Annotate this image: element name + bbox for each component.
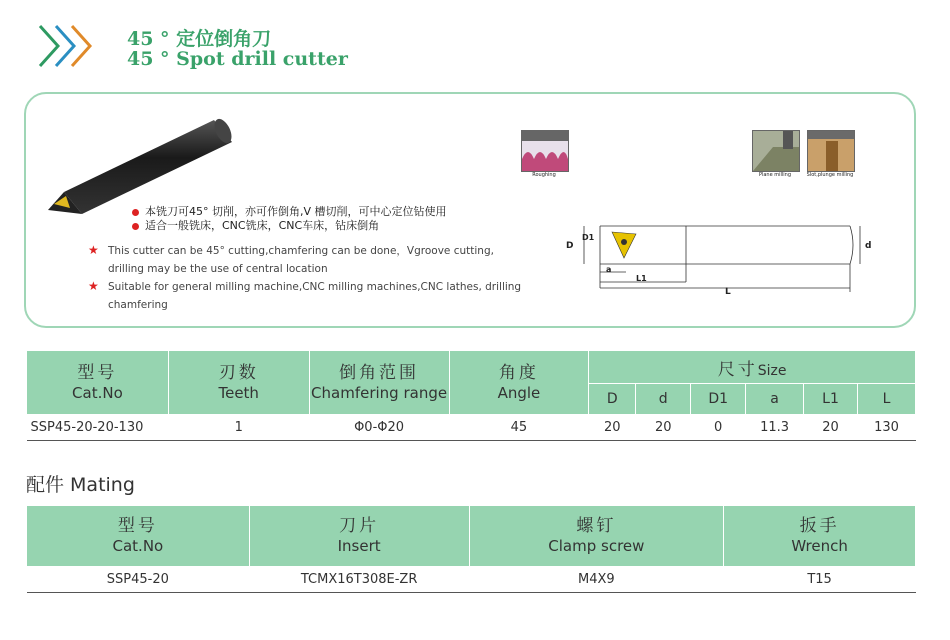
mating-table xyxy=(26,505,916,593)
cell-cat-no: SSP45-20 xyxy=(27,567,250,593)
col-header-angle: 角度 Angle xyxy=(449,351,589,415)
dimension-drawing xyxy=(560,212,880,312)
col-header-a: a xyxy=(746,384,804,415)
col-header-clamp-screw: 螺钉 Clamp screw xyxy=(469,506,724,567)
spec-table xyxy=(26,350,916,441)
dim-label-a: a xyxy=(606,265,612,274)
col-header-size: 尺寸Size xyxy=(589,351,916,384)
list-item: 本铣刀可45° 切削，亦可作倒角,V 槽切削，可中心定位钻使用 xyxy=(132,205,447,219)
slot-plunge-milling-label: Slot,plunge milling xyxy=(806,172,854,178)
col-header-D1: D1 xyxy=(691,384,746,415)
roughing-label: Roughing xyxy=(532,172,556,178)
col-header-wrench: 扳手 Wrench xyxy=(724,506,916,567)
col-header-teeth: 刃数 Teeth xyxy=(168,351,309,415)
features-en-list xyxy=(88,242,528,314)
cell-D1: 0 xyxy=(691,415,746,441)
cell-D: 20 xyxy=(589,415,636,441)
cell-teeth: 1 xyxy=(168,415,309,441)
page-title-cn: 45 ° 定位倒角刀 xyxy=(127,28,272,50)
list-item: 适合一般铣床，CNC铣床，CNC车床，钻床倒角 xyxy=(132,219,447,233)
cell-a: 11.3 xyxy=(746,415,804,441)
cell-cat-no: SSP45-20-20-130 xyxy=(27,415,169,441)
dim-label-L1: L1 xyxy=(636,274,647,283)
cell-L1: 20 xyxy=(804,415,858,441)
star-icon: ★ xyxy=(88,279,99,293)
dim-label-L: L xyxy=(725,287,731,297)
features-cn-list xyxy=(132,205,447,233)
plane-milling-label: Plane milling xyxy=(758,172,792,178)
dim-label-d: d xyxy=(865,241,872,251)
page-title-en: 45 ° Spot drill cutter xyxy=(127,48,348,70)
cell-range: Φ0-Φ20 xyxy=(309,415,449,441)
cell-L: 130 xyxy=(857,415,915,441)
cell-angle: 45 xyxy=(449,415,589,441)
cell-wrench: T15 xyxy=(724,567,916,593)
col-header-cat-no: 型号 Cat.No xyxy=(27,351,169,415)
slot-plunge-milling-icon xyxy=(807,130,855,172)
col-header-chamfering-range: 倒角范围 Chamfering range xyxy=(309,351,449,415)
col-header-L1: L1 xyxy=(804,384,858,415)
bullet-dot-icon xyxy=(132,209,139,216)
star-icon: ★ xyxy=(88,243,99,257)
plane-milling-icon xyxy=(752,130,800,172)
bullet-dot-icon xyxy=(132,223,139,230)
roughing-icon xyxy=(521,130,569,172)
table-header-row xyxy=(27,351,916,384)
list-item: ★ Suitable for general milling machine,CNC milling machines,CNC lathes, drilling chamfering xyxy=(88,279,522,311)
table-row xyxy=(27,567,916,593)
table-row xyxy=(27,415,916,441)
col-header-d: d xyxy=(636,384,691,415)
dim-label-D1: D1 xyxy=(582,233,595,242)
dim-label-D: D xyxy=(566,241,574,251)
col-header-D: D xyxy=(589,384,636,415)
col-header-cat-no: 型号 Cat.No xyxy=(27,506,250,567)
brand-chevrons-logo xyxy=(38,22,100,70)
list-item: ★ This cutter can be 45° cutting,chamfering can be done，Vgroove cutting, drilling may be the use of central location xyxy=(88,243,494,275)
mating-section-title: 配件 Mating xyxy=(26,474,135,496)
col-header-insert: 刀片 Insert xyxy=(249,506,469,567)
cell-insert: TCMX16T308E-ZR xyxy=(249,567,469,593)
table-header-row xyxy=(27,506,916,567)
col-header-L: L xyxy=(857,384,915,415)
cell-clamp-screw: M4X9 xyxy=(469,567,724,593)
cell-d: 20 xyxy=(636,415,691,441)
